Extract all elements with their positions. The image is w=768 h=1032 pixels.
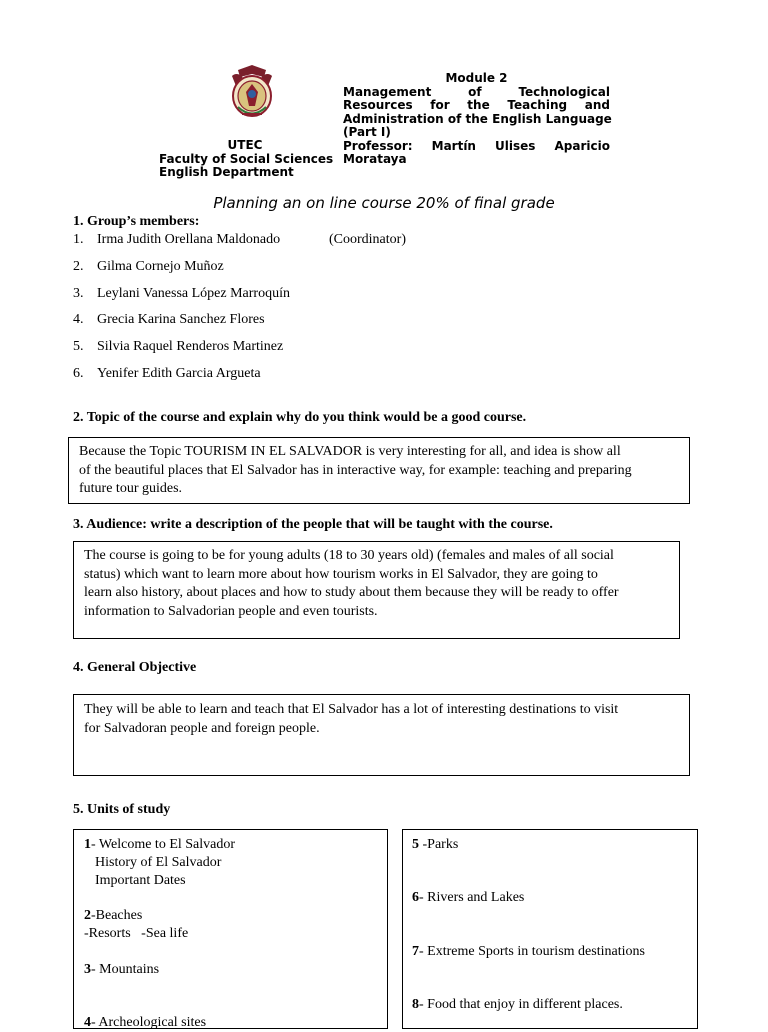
unit-6 [412,889,524,907]
unit-number: 7 [412,944,419,959]
word: Language [545,111,612,126]
list-item [73,286,290,302]
text-line: status) which want to learn more about how tourism works in El Salvador, they are going to [84,566,598,582]
objective-heading: 4. General Objective [73,660,197,675]
word: of [447,111,462,126]
units-heading: 5. Units of study [73,802,171,817]
list-item [73,366,261,382]
word: the [467,98,490,112]
text-line: future tour guides. [79,481,183,496]
word: Administration [343,111,444,126]
word: Resources [343,98,413,112]
topic-heading: 2. Topic of the course and explain why do you think would be a good course. [73,410,527,425]
text-line: They will be able to learn and teach that El Salvador has a lot of interesting destinations to visit [84,702,619,717]
text-line: Because the Topic TOURISM IN EL SALVADOR is very interesting for all, and idea is show all [79,444,621,459]
course-name-line-2 [343,99,610,113]
unit-title: - Archeological sites [91,1015,207,1030]
unit-title: -Beaches [91,908,143,923]
professor-line [343,140,610,154]
member-name: Irma Judith Orellana Maldonado [97,232,281,247]
member-name: Gilma Cornejo Muñoz [97,259,224,274]
page-title: Planning an on line course 20% of final grade [213,194,555,212]
unit-7 [412,943,645,961]
member-role: (Coordinator) [329,232,406,247]
list-number: 4. [73,312,84,327]
faculty-name: Faculty of Social Sciences [159,151,334,166]
institution-name: UTEC [227,138,263,152]
course-part: (Part I) [343,125,391,139]
unit-title: - Rivers and Lakes [419,890,525,905]
word: for [430,98,450,112]
units-right-box [402,829,698,1029]
university-seal-icon [226,62,278,122]
unit-title: - Mountains [91,962,160,977]
module-label: Module 2 [445,71,508,85]
text-line: for Salvadoran people and foreign people. [84,720,320,736]
word: Martín [431,138,476,153]
unit-number: 8 [412,997,419,1012]
unit-number: 6 [412,890,419,905]
professor-label: Professor: [343,138,413,153]
course-name-line-3 [343,113,610,127]
list-number: 1. [73,232,84,247]
list-item [73,232,406,248]
word: English [492,111,542,126]
unit-3 [84,961,159,979]
unit-5 [412,836,458,854]
course-info-block [343,72,610,167]
unit-title: - Food that enjoy in different places. [419,997,623,1012]
word: Ulises [495,138,536,153]
members-heading: 1. Group’s members: [73,214,200,229]
word: Technological [518,84,610,99]
institution-block [159,138,334,180]
professor-last-name: Morataya [343,152,407,166]
list-item [73,339,283,355]
list-item [73,259,224,275]
word: Aparicio [554,138,610,153]
word: of [468,84,482,99]
unit-1-topic: Important Dates [95,873,186,888]
units-left-box [73,829,388,1029]
list-number: 3. [73,286,84,301]
unit-title: -Parks [419,837,459,852]
unit-1 [84,836,235,854]
unit-2 [84,907,142,925]
text-line: learn also history, about places and how to study about them because they will be ready to offer [84,585,619,600]
unit-number: 2 [84,908,91,923]
text-line: of the beautiful places that El Salvador has in interactive way, for example: teaching and preparing [79,462,632,478]
list-number: 6. [73,366,84,381]
unit-title: - Extreme Sports in tourism destinations [419,944,645,959]
unit-title: - Welcome to El Salvador [91,837,236,852]
list-number: 2. [73,259,84,274]
text-line: information to Salvadorian people and even tourists. [84,603,378,619]
unit-number: 4 [84,1015,91,1030]
unit-4 [84,1014,206,1032]
course-name-line-1 [343,86,610,100]
topic-box [68,437,690,504]
audience-box [73,541,680,639]
member-name: Yenifer Edith Garcia Argueta [97,366,261,381]
member-name: Grecia Karina Sanchez Flores [97,312,265,327]
audience-heading: 3. Audience: write a description of the people that will be taught with the course. [73,517,553,532]
text-line: The course is going to be for young adults (18 to 30 years old) (females and males of all social [84,548,614,563]
unit-8 [412,996,623,1014]
unit-1-topic: History of El Salvador [95,855,222,870]
member-name: Leylani Vanessa López Marroquín [97,286,290,301]
word: the [465,111,488,126]
department-name: English Department [159,165,294,179]
word: Teaching [507,98,568,112]
list-item [73,312,265,328]
word: and [584,98,610,112]
unit-number: 1 [84,837,91,852]
unit-number: 3 [84,962,91,977]
list-number: 5. [73,339,84,354]
unit-2-topics: -Resorts -Sea life [84,926,189,941]
objective-box [73,694,690,776]
unit-number: 5 [412,837,419,852]
word: Management [343,84,432,99]
member-name: Silvia Raquel Renderos Martinez [97,339,284,354]
